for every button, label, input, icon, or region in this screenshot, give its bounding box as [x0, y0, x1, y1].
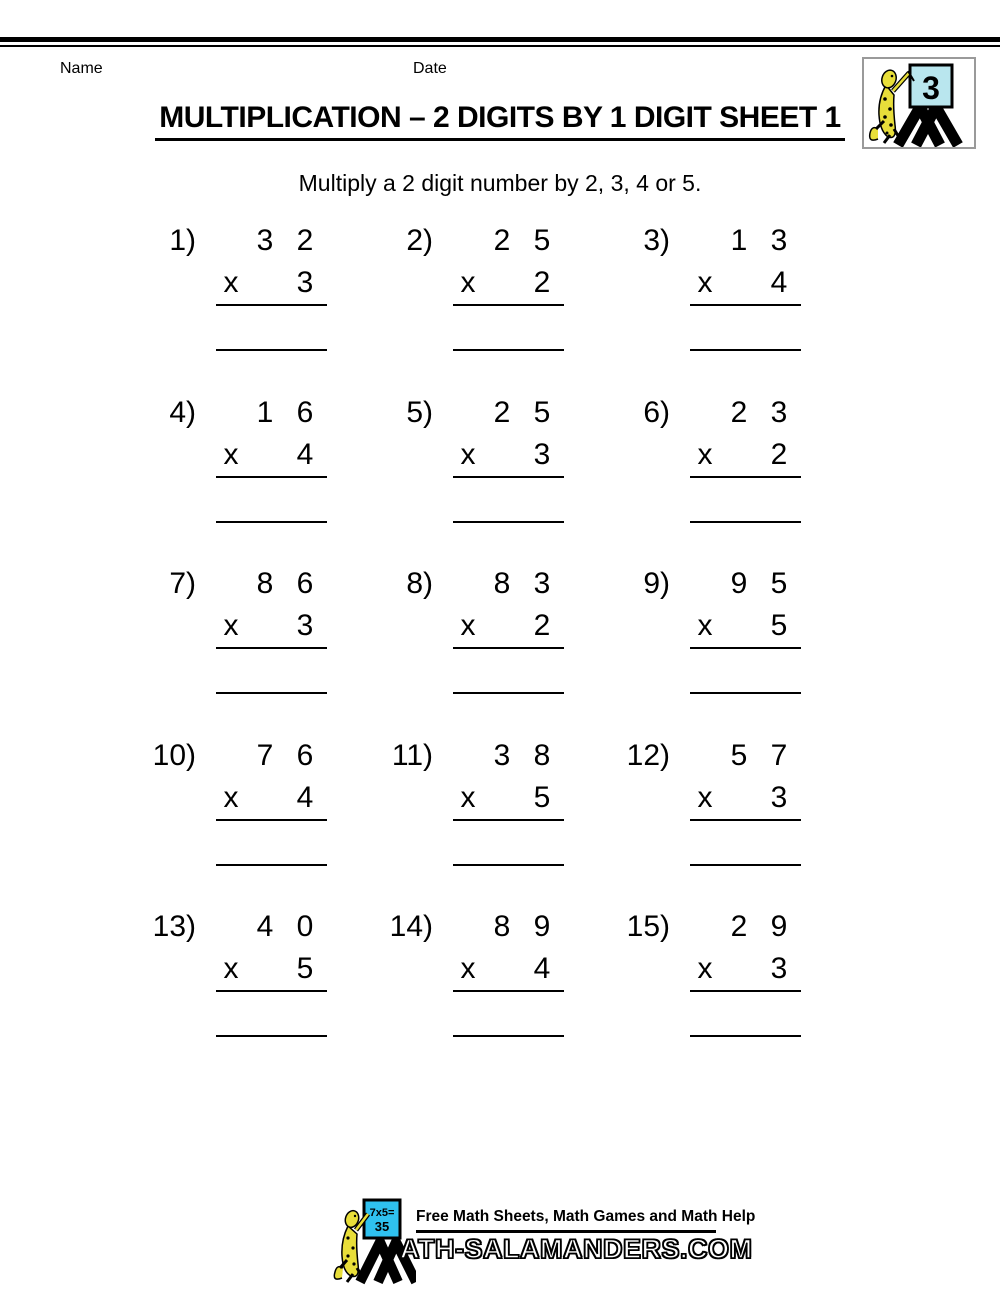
multiplicand-tens: 3 [256, 224, 274, 257]
multiplicand-tens: 1 [256, 395, 274, 429]
answer-line [690, 990, 801, 992]
multiplicand-units: 9 [770, 910, 788, 944]
worksheet-title: MULTIPLICATION – 2 DIGITS BY 1 DIGIT SHEET 1 [155, 101, 844, 141]
problem-4 [150, 394, 387, 566]
working-line [216, 349, 327, 351]
multiply-sign: x [223, 266, 239, 299]
multiplicand-tens: 2 [730, 910, 748, 944]
answer-line [453, 990, 564, 992]
footer-text-block [400, 1196, 756, 1265]
multiplicand-units: 3 [533, 567, 551, 601]
problem-9 [624, 565, 861, 737]
problem-number: 5) [406, 395, 433, 429]
answer-line [216, 647, 327, 649]
problem-number: 2) [406, 224, 433, 257]
multiplier: 3 [533, 437, 551, 471]
card-line2: 35 [374, 1219, 390, 1234]
working-line [690, 349, 801, 351]
multiplicand-tens: 8 [493, 567, 511, 601]
working-line [216, 692, 327, 694]
multiplicand-units: 6 [296, 567, 314, 601]
problem-1 [150, 222, 387, 394]
answer-line [453, 819, 564, 821]
multiplier: 4 [296, 437, 314, 471]
problem-number: 6) [643, 395, 670, 429]
multiply-sign: x [697, 952, 713, 986]
working-line [216, 1035, 327, 1037]
multiply-sign: x [460, 609, 476, 643]
equation-card [364, 1200, 400, 1238]
problem-5 [387, 394, 624, 566]
multiplicand-tens: 7 [256, 738, 274, 772]
multiplier: 5 [296, 952, 314, 986]
multiplier: 3 [296, 266, 314, 299]
multiplier: 3 [296, 609, 314, 643]
multiply-sign: x [697, 609, 713, 643]
multiplier: 4 [296, 780, 314, 814]
problem-11 [387, 737, 624, 909]
problem-number: 10) [152, 738, 196, 772]
answer-line [690, 819, 801, 821]
multiplicand-tens: 8 [256, 567, 274, 601]
multiply-sign: x [697, 780, 713, 814]
working-line [216, 864, 327, 866]
multiplicand-units: 6 [296, 395, 314, 429]
multiplicand-tens: 2 [493, 224, 511, 257]
problem-13 [150, 908, 387, 1080]
problem-number: 8) [406, 567, 433, 601]
problem-8 [387, 565, 624, 737]
multiplier: 3 [770, 780, 788, 814]
multiply-sign: x [223, 437, 239, 471]
svg-text:3: 3 [922, 70, 940, 106]
problem-10 [150, 737, 387, 909]
working-line [690, 521, 801, 523]
answer-line [216, 819, 327, 821]
answer-line [690, 476, 801, 478]
multiplicand-units: 2 [296, 224, 314, 257]
problem-7 [150, 565, 387, 737]
working-line [453, 692, 564, 694]
working-line [453, 864, 564, 866]
working-line [690, 1035, 801, 1037]
problem-number: 11) [391, 738, 433, 772]
multiplicand-units: 3 [770, 395, 788, 429]
problem-number: 1) [169, 224, 196, 257]
problem-number: 4) [169, 395, 196, 429]
multiply-sign: x [223, 780, 239, 814]
multiplier: 2 [770, 437, 788, 471]
working-line [216, 521, 327, 523]
problem-number: 12) [626, 738, 670, 772]
answer-line [216, 476, 327, 478]
working-line [690, 864, 801, 866]
multiplicand-tens: 2 [730, 395, 748, 429]
problem-number: 9) [643, 567, 670, 601]
answer-line [216, 990, 327, 992]
multiplicand-units: 6 [296, 738, 314, 772]
site-wordmark: ATH-SALAMANDERS.COM [400, 1234, 753, 1264]
multiplier: 2 [533, 609, 551, 643]
answer-line [453, 647, 564, 649]
multiplicand-units: 9 [533, 910, 551, 944]
multiply-sign: x [697, 437, 713, 471]
working-line [690, 692, 801, 694]
multiplicand-tens: 3 [493, 738, 511, 772]
problem-number: 15) [626, 910, 670, 944]
multiplier: 5 [533, 780, 551, 814]
multiplier: 4 [770, 266, 788, 299]
multiplicand-tens: 5 [730, 738, 748, 772]
multiply-sign: x [223, 952, 239, 986]
answer-line [453, 304, 564, 306]
multiplicand-units: 5 [770, 567, 788, 601]
answer-line [216, 304, 327, 306]
working-line [453, 349, 564, 351]
top-rule-thin [0, 45, 1000, 47]
page-title [0, 101, 1000, 141]
working-line [453, 1035, 564, 1037]
date-label: Date [413, 60, 447, 77]
multiplicand-units: 0 [296, 910, 314, 944]
card-line1: 7x5= [369, 1207, 395, 1219]
working-line [453, 521, 564, 523]
problem-15 [624, 908, 861, 1080]
multiplier: 3 [770, 952, 788, 986]
answer-line [453, 476, 564, 478]
footer-branding [330, 1196, 756, 1286]
multiplicand-units: 8 [533, 738, 551, 772]
answer-line [690, 647, 801, 649]
multiplicand-tens: 1 [730, 224, 748, 257]
problem-number: 13) [152, 910, 196, 944]
multiplier: 2 [533, 266, 551, 299]
multiply-sign: x [460, 952, 476, 986]
multiplicand-tens: 2 [493, 395, 511, 429]
footer-rule [416, 1230, 716, 1233]
multiply-sign: x [460, 437, 476, 471]
multiplicand-units: 5 [533, 224, 551, 257]
multiplicand-units: 5 [533, 395, 551, 429]
multiplicand-tens: 9 [730, 567, 748, 601]
multiply-sign: x [460, 780, 476, 814]
multiplier: 4 [533, 952, 551, 986]
problem-number: 3) [643, 224, 670, 257]
problem-14 [387, 908, 624, 1080]
multiplicand-units: 3 [770, 224, 788, 257]
answer-line [690, 304, 801, 306]
problem-12 [624, 737, 861, 909]
footer-tagline: Free Math Sheets, Math Games and Math Help [416, 1208, 756, 1225]
name-label: Name [60, 60, 103, 77]
problem-3 [624, 222, 861, 394]
worksheet-instructions: Multiply a 2 digit number by 2, 3, 4 or 5. [298, 170, 702, 196]
problem-number: 14) [389, 910, 433, 944]
multiplicand-tens: 8 [493, 910, 511, 944]
multiplier: 5 [770, 609, 788, 643]
multiplicand-units: 7 [770, 738, 788, 772]
multiply-sign: x [460, 266, 476, 299]
problems-grid [150, 222, 861, 1080]
top-rule-thick [0, 37, 1000, 42]
multiplicand-tens: 4 [256, 910, 274, 944]
problem-6 [624, 394, 861, 566]
problem-2 [387, 222, 624, 394]
multiply-sign: x [697, 266, 713, 299]
problem-number: 7) [169, 567, 196, 601]
multiply-sign: x [223, 609, 239, 643]
